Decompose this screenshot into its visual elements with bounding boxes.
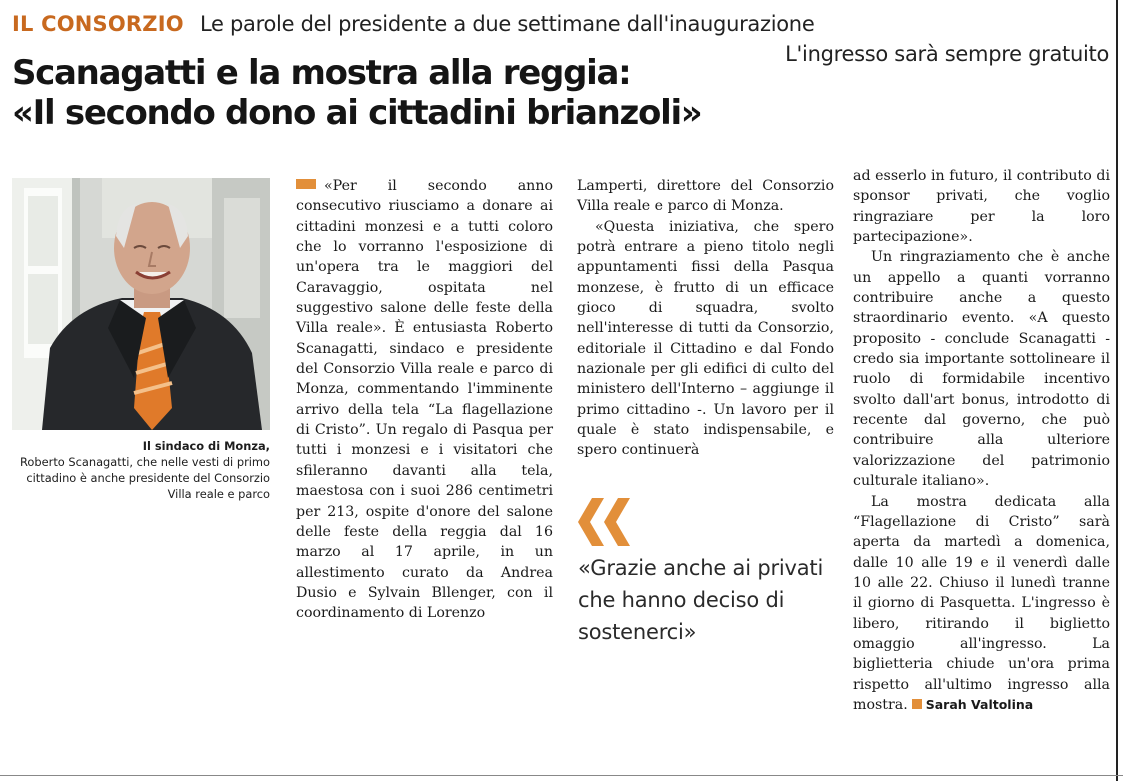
quote-mark-icon [578, 498, 634, 546]
portrait-photo [12, 178, 270, 430]
headline-line-2: «Il secondo dono ai cittadini brianzoli» [12, 93, 702, 133]
article-paragraph: ad esserlo in futuro, il contributo di sponsor privati, che voglio ringraziare per la loro partecipazione». [853, 168, 1110, 246]
author-signature: Sarah Valtolina [925, 696, 1034, 712]
article-paragraph: Lamperti, direttore del Consorzio Villa reale e parco di Monza. [577, 178, 834, 215]
page-edge [1116, 0, 1118, 781]
photo-caption-text: Roberto Scanagatti, che nelle vesti di primo cittadino è anche presidente del Consorzio Villa reale e parco [20, 455, 270, 501]
headline-subtitle: L'ingresso sarà sempre gratuito [785, 42, 1109, 66]
article-paragraph: La mostra dedicata alla “Flagellazione di Cristo” sarà aperta da martedì a domenica, dalle 10 alle 19 e il venerdì dalle 10 alle 22. Chiuso il lunedì tranne il giorno di Pasquetta. L'ingresso è libero, ritirando il biglietto omaggio all'ingresso. La biglietteria chiude un'ora prima rispetto all'ultimo ingresso alla mostra. Sarah Valtolina [853, 493, 1110, 713]
article-column-1 [296, 176, 553, 624]
article-paragraph: «Per il secondo anno consecutivo riusciamo a donare ai cittadini monzesi e a tutti coloro che lo vorranno l'esposizione di un'opera tra le maggiori del Caravaggio, ospitata nel suggestivo salone delle feste della Villa reale». È entusiasta Roberto Scanagatti, sindaco e presidente del Consorzio Villa reale e parco di Monza, commentando l'imminente arrivo della tela “La flagellazione di Cristo”. Un regalo di Pasqua per tutti i monzesi e i visitatori che sfileranno davanti alla tela, maestosa con i suoi 286 centimetri per 213, ospite d'onore del salone delle feste della reggia dal 16 marzo al 17 aprile, in un allestimento curato da Andrea Dusio e Sylvain Bllenger, con il coordinamento di Lorenzo [296, 178, 553, 622]
article-paragraph: Un ringraziamento che è anche un appello a quanti vorranno contribuire anche a questo straordinario evento. «A questo proposito - conclude Scanagatti - credo sia importante sottolineare il ruolo di formidabile incentivo svolto dall'art bonus, introdotto di recente dal governo, che può contribuire alla ulteriore valorizzazione del patrimonio culturale italiano». [853, 249, 1110, 490]
section-kicker: IL CONSORZIO [12, 12, 184, 36]
headline-line-1: Scanagatti e la mostra alla reggia: [12, 53, 631, 93]
article-paragraph: «Questa iniziativa, che spero potrà entrare a pieno titolo negli appuntamenti fissi della Pasqua monzese, è frutto di un efficace gioco di squadra, svolto nell'interesse di tutti da Consorzio, editoriale il Cittadino e dal Fondo nazionale per gli edifici di culto del ministero dell'Interno – aggiunge il primo cittadino -. Un lavoro per il quale è stato indispensabile, e spero continuerà [577, 218, 834, 459]
page-bottom-rule [0, 775, 1123, 776]
opening-marker-icon [296, 179, 316, 189]
photo-caption-lead: Il sindaco di Monza, [142, 439, 270, 453]
article-column-3 [853, 166, 1110, 715]
article-column-2 [577, 176, 834, 461]
headline [12, 53, 701, 133]
headline-overline: Le parole del presidente a due settimane dall'inaugurazione [200, 12, 815, 36]
end-marker-icon [912, 699, 922, 709]
pull-quote: «Grazie anche ai privati che hanno deciso di sostenerci» [578, 556, 824, 644]
photo-caption [12, 438, 270, 502]
